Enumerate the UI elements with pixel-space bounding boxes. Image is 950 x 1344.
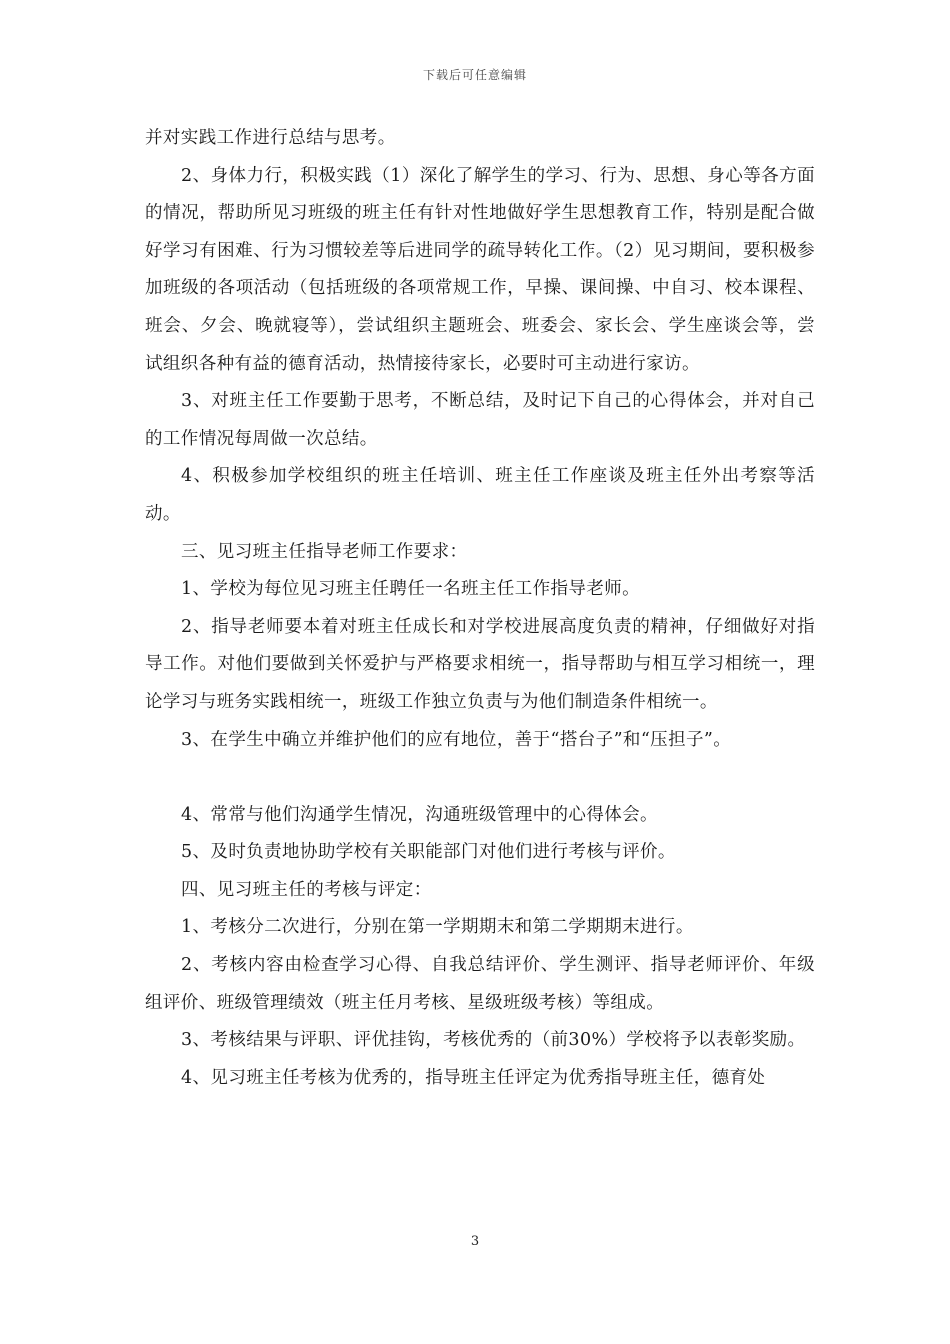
paragraph-4: 4、积极参加学校组织的班主任培训、班主任工作座谈及班主任外出考察等活动。 (145, 466, 815, 524)
paragraph-6: 2、指导老师要本着对班主任成长和对学校进展高度负责的精神，仔细做好对指导工作。对他们要做到关怀爱护与严格要求相统一，指导帮助与相互学习相统一，理论学习与班务实践相统一，班级工作独立负责与为他们制造条件相统一。 (145, 616, 815, 712)
section-heading-4: 四、见习班主任的考核与评定： (181, 879, 432, 900)
document-body (145, 120, 815, 1097)
paragraph-7: 3、在学生中确立并维护他们的应有地位，善于“搭台子”和“压担子”。 (181, 729, 732, 750)
paragraph-10: 1、考核分二次进行，分别在第一学期期末和第二学期期末进行。 (181, 917, 694, 938)
paragraph-9: 5、及时负责地协助学校有关职能部门对他们进行考核与评价。 (181, 842, 676, 863)
paragraph-5: 1、学校为每位见习班主任聘任一名班主任工作指导老师。 (181, 579, 641, 600)
paragraph-3: 3、对班主任工作要勤于思考，不断总结，及时记下自己的心得体会，并对自己的工作情况每周做一次总结。 (145, 391, 815, 449)
paragraph-13: 4、见习班主任考核为优秀的，指导班主任评定为优秀指导班主任，德育处 (181, 1067, 766, 1088)
paragraph-11: 2、考核内容由检查学习心得、自我总结评价、学生测评、指导老师评价、年级组评价、班级管理绩效（班主任月考核、星级班级考核）等组成。 (145, 955, 815, 1013)
section-heading-3: 三、见习班主任指导老师工作要求： (181, 541, 468, 562)
paragraph-12: 3、考核结果与评职、评优挂钩，考核优秀的（前30%）学校将予以表彰奖励。 (181, 1030, 806, 1051)
paragraph-2: 2、身体力行，积极实践（1）深化了解学生的学习、行为、思想、身心等各方面的情况，帮助所见习班级的班主任有针对性地做好学生思想教育工作，特别是配合做好学习有困难、行为习惯较差等后进同学的疏导转化工作。（2）见习期间，要积极参加班级的各项活动（包括班级的各项常规工作，早操、课间操、中自习、校本课程、班会、夕会、晚就寝等），尝试组织主题班会、班委会、家长会、学生座谈会等，尝试组织各种有益的德育活动，热情接待家长，必要时可主动进行家访。 (145, 165, 815, 374)
paragraph-1: 并对实践工作进行总结与思考。 (145, 128, 396, 148)
blank-line (145, 759, 815, 797)
paragraph-8: 4、常常与他们沟通学生情况，沟通班级管理中的心得体会。 (181, 804, 658, 825)
page-header-note: 下载后可任意编辑 (422, 68, 527, 82)
page-number: 3 (470, 1234, 480, 1249)
